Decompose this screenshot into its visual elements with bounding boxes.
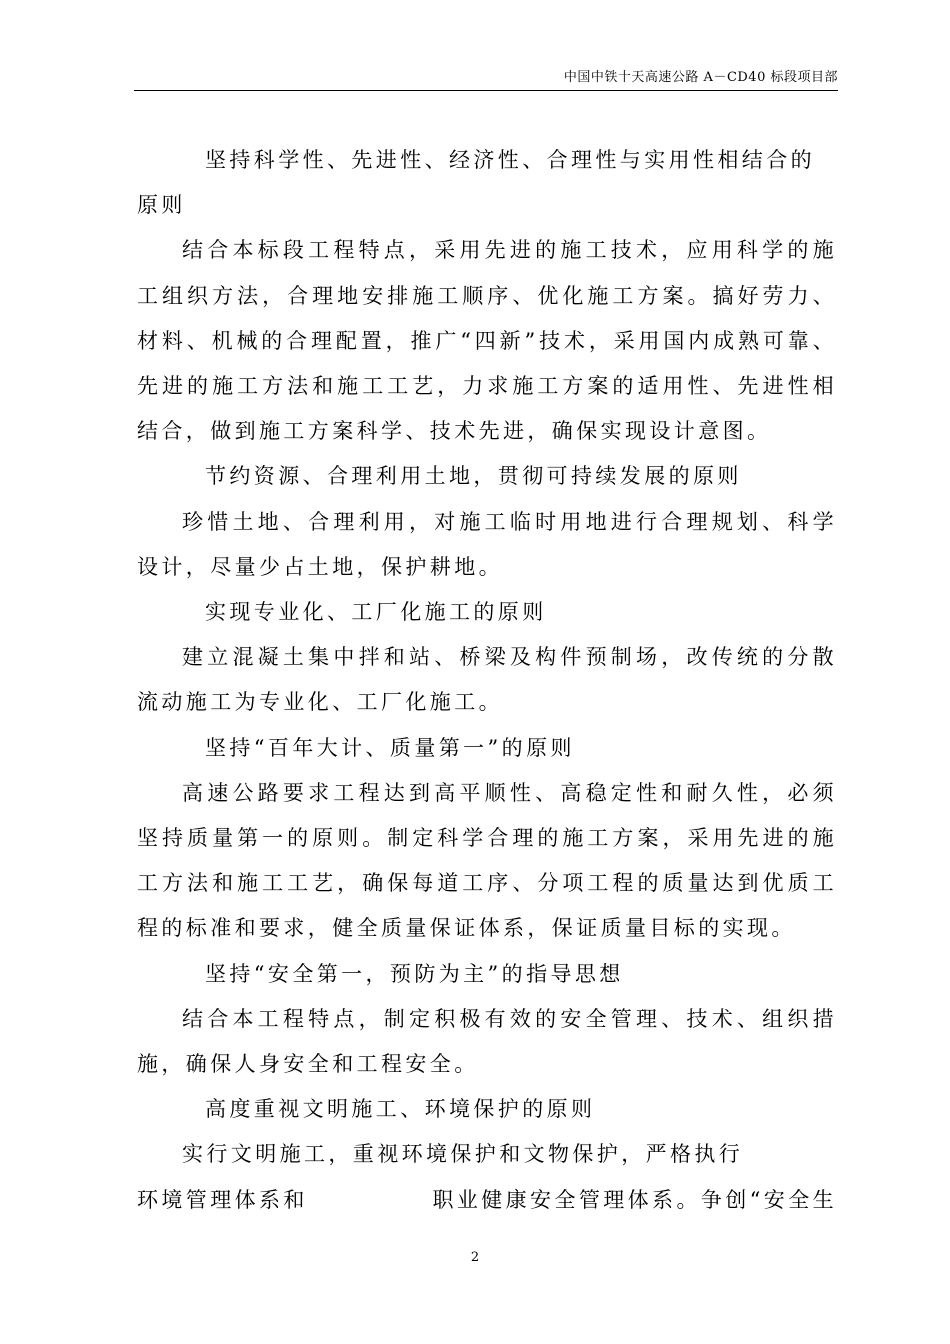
page-number: 2 bbox=[470, 1250, 480, 1265]
running-header: 中国中铁十天高速公路 A－CD40 标段项目部 bbox=[563, 70, 838, 85]
section-paragraph: 结合本标段工程特点，采用先进的施工技术，应用科学的施工组织方法，合理地安排施工顺序、优化施工方案。搞好劳力、材料、机械的合理配置，推广“四新”技术，采用国内成熟可靠、先进的施工方法和施工工艺，力求施工方案的适用性、先进性相结合，做到施工方案科学、技术先进，确保实现设计意图。 bbox=[137, 238, 837, 444]
continued-line bbox=[137, 1178, 837, 1223]
section-heading: 实现专业化、工厂化施工的原则 bbox=[205, 600, 547, 625]
continued-line-right: 职业健康安全管理体系。争创“安全生 bbox=[432, 1187, 837, 1212]
header-rule bbox=[134, 90, 838, 91]
section-heading: 坚持“安全第一，预防为主”的指导思想 bbox=[205, 961, 624, 986]
section-paragraph: 实行文明施工，重视环境保护和文物保护，严格执行 bbox=[182, 1142, 744, 1167]
section-paragraph: 结合本工程特点，制定积极有效的安全管理、技术、组织措施，确保人身安全和工程安全。 bbox=[137, 1006, 837, 1077]
section-heading: 坚持“百年大计、质量第一”的原则 bbox=[205, 735, 575, 760]
continued-line-left: 环境管理体系和 bbox=[137, 1187, 308, 1212]
section-heading: 高度重视文明施工、环境保护的原则 bbox=[205, 1097, 596, 1122]
document-body bbox=[137, 138, 837, 1223]
section-heading: 节约资源、合理利用土地，贯彻可持续发展的原则 bbox=[205, 464, 742, 489]
section-paragraph: 珍惜土地、合理利用，对施工临时用地进行合理规划、科学设计，尽量少占土地，保护耕地。 bbox=[137, 509, 837, 579]
section-paragraph: 高速公路要求工程达到高平顺性、高稳定性和耐久性，必须坚持质量第一的原则。制定科学合理的施工方案，采用先进的施工方法和施工工艺，确保每道工序、分项工程的质量达到优质工程的标准和要求，健全质量保证体系，保证质量目标的实现。 bbox=[137, 780, 837, 941]
section-heading: 坚持科学性、先进性、经济性、合理性与实用性相结合的原则 bbox=[137, 148, 815, 218]
section-paragraph: 建立混凝土集中拌和站、桥梁及构件预制场，改传统的分散流动施工为专业化、工厂化施工。 bbox=[137, 645, 837, 715]
